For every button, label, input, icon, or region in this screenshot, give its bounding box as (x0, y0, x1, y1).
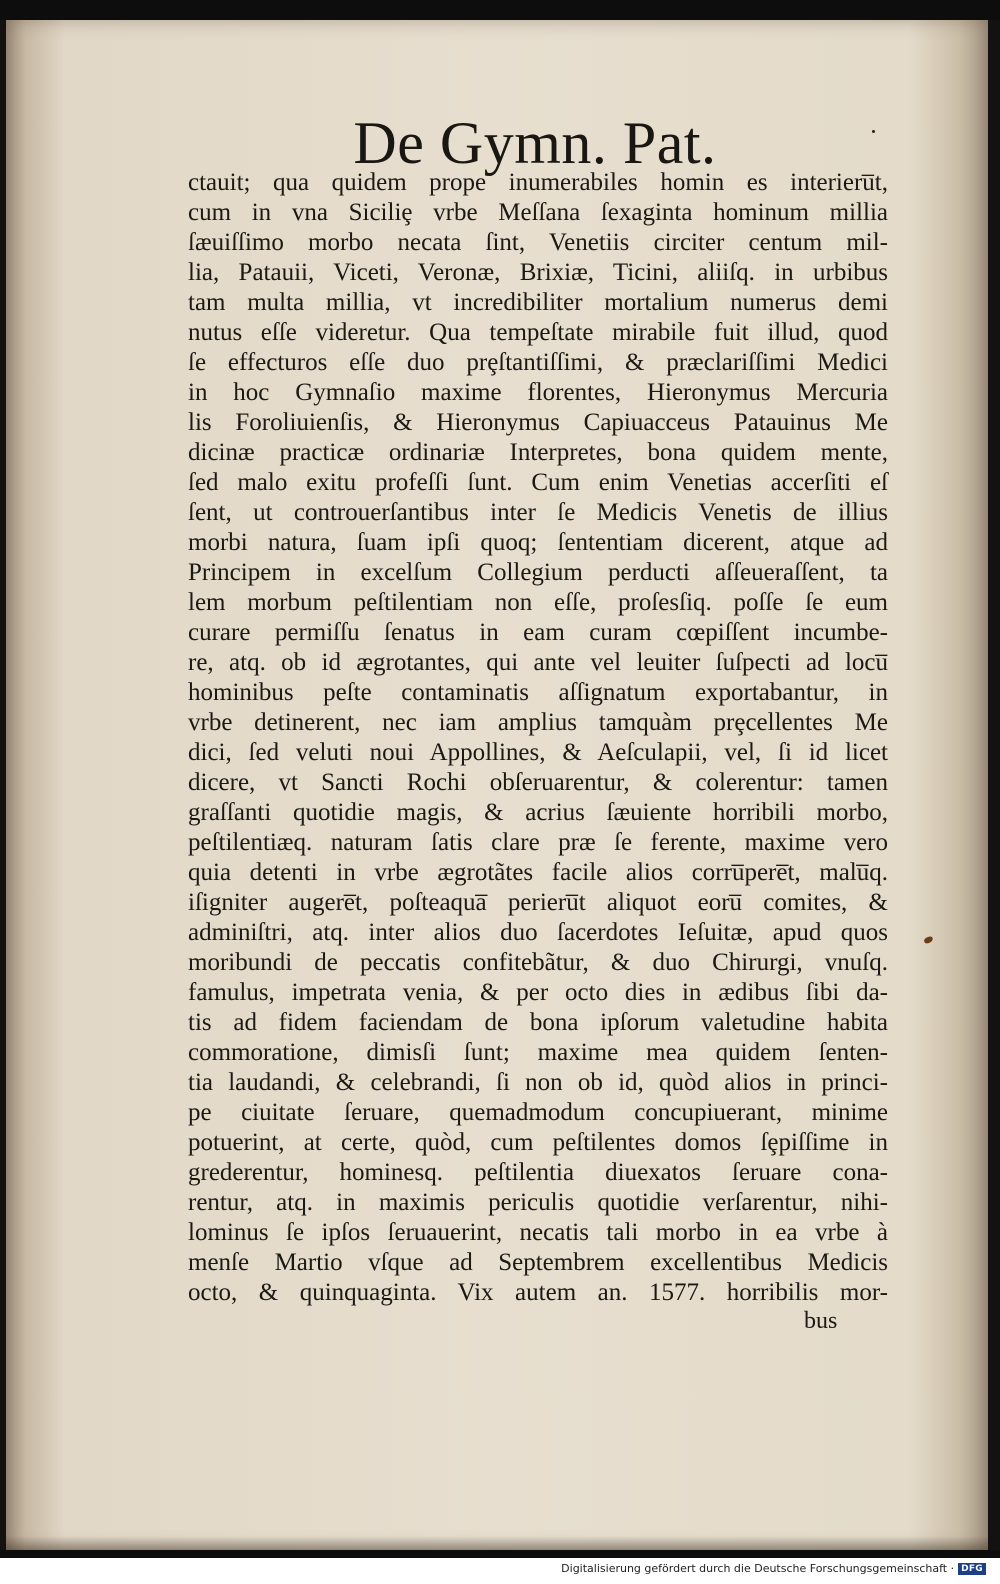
text-line: re, atq. ob id ægrotantes, qui ante vel leuiter ſuſpecti ad locu̅ (188, 649, 888, 676)
text-line: rentur, atq. in maximis periculis quotidie verſarentur, nihi- (188, 1189, 888, 1216)
text-line: lia, Patauii, Viceti, Veronæ, Brixiæ, Ticini, aliiſq. in urbibus (188, 259, 888, 286)
text-line: tam multa millia, vt incredibiliter mortalium numerus demi (188, 289, 888, 316)
text-line: hominibus peſte contaminatis aſſignatum exportabantur, in (188, 679, 888, 706)
text-line: lominus ſe ipſos ſeruauerint, necatis tali morbo in ea vrbe à (188, 1219, 888, 1246)
text-line: ctauit; qua quidem prope inumerabiles homin es interieru̅t, (188, 169, 888, 196)
text-line: commoratione, dimisſi ſunt; maxime mea quidem ſenten- (188, 1039, 888, 1066)
text-line: quia detenti in vrbe ægrotãtes facile alios corru̅pere̅t, malu̅q. (188, 859, 888, 886)
text-line: dicere, vt Sancti Rochi obſeruarentur, & colerentur: tamen (188, 769, 888, 796)
text-line: tis ad fidem faciendam de bona ipſorum valetudine habita (188, 1009, 888, 1036)
bottom-border (0, 1550, 1000, 1558)
text-line: octo, & quinquaginta. Vix autem an. 1577. horribilis mor- (188, 1279, 888, 1306)
ink-speck (872, 130, 875, 133)
text-line: iſigniter augere̅t, poſteaqua̅ perieru̅t aliquot eoru̅ comites, & (188, 889, 888, 916)
text-line: pe ciuitate ſeruare, quemadmodum concupiuerant, minime (188, 1099, 888, 1126)
text-line: nutus eſſe videretur. Qua tempeſtate mirabile fuit illud, quod (188, 319, 888, 346)
text-line: cum in vna Siciliȩ vrbe Meſſana ſexaginta hominum millia (188, 199, 888, 226)
text-line: curare permiſſu ſenatus in eam curam cœpiſſent incumbe- (188, 619, 888, 646)
top-border (0, 0, 1000, 20)
text-line: potuerint, at certe, quòd, cum peſtilentes domos ſȩpiſſime in (188, 1129, 888, 1156)
text-line: morbi natura, ſuam ipſi quoq; ſententiam dicerent, atque ad (188, 529, 888, 556)
text-line: dicinæ practicæ ordinariæ Interpretes, bona quidem mente, (188, 439, 888, 466)
body-text (188, 168, 908, 1308)
text-line: menſe Martio vſque ad Septembrem excellentibus Medicis (188, 1249, 888, 1276)
text-line: ſe effecturos eſſe duo prȩſtantiſſimi, & præclariſſimi Medici (188, 349, 888, 376)
credit-text: Digitalisierung gefördert durch die Deutsche Forschungsgemeinschaft · (561, 1562, 955, 1575)
catchword: bus (804, 1308, 838, 1334)
text-line: dici, ſed veluti noui Appollines, & Aeſculapii, vel, ſi id licet (188, 739, 888, 766)
text-line: moribundi de peccatis confitebãtur, & duo Chirurgi, vnuſq. (188, 949, 888, 976)
text-line: ſed malo exitu profeſſi ſunt. Cum enim Venetias accerſiti eſ (188, 469, 888, 496)
text-line: in hoc Gymnaſio maxime florentes, Hieronymus Mercuria (188, 379, 888, 406)
right-border (988, 20, 1000, 1550)
text-line: vrbe detinerent, nec iam amplius tamquàm prȩcellentes Me (188, 709, 888, 736)
text-line: ſæuiſſimo morbo necata ſint, Venetiis circiter centum mil- (188, 229, 888, 256)
text-line: lem morbum peſtilentiam non eſſe, proſesſiq. poſſe ſe eum (188, 589, 888, 616)
running-head: De Gymn. Pat. (353, 110, 717, 176)
text-line: lis Foroliuienſis, & Hieronymus Capiuacceus Patauinus Me (188, 409, 888, 436)
funding-credit (561, 1562, 986, 1576)
text-line: graſſanti quotidie magis, & acrius ſæuiente horribili morbo, (188, 799, 888, 826)
dfg-logo: DFG (958, 1563, 986, 1575)
text-line: Principem in excelſum Collegium perducti aſſeueraſſent, ta (188, 559, 888, 586)
text-line: peſtilentiæq. naturam ſatis clare præ ſe ferente, maxime vero (188, 829, 888, 856)
text-line: tia laudandi, & celebrandi, ſi non ob id, quòd alios in princi- (188, 1069, 888, 1096)
text-line: grederentur, hominesq. peſtilentia diuexatos ſeruare cona- (188, 1159, 888, 1186)
text-line: ſent, ut controuerſantibus inter ſe Medicis Venetis de illius (188, 499, 888, 526)
text-line: adminiſtri, atq. inter alios duo ſacerdotes Ieſuitæ, apud quos (188, 919, 888, 946)
text-line: famulus, impetrata venia, & per octo dies in ædibus ſibi da- (188, 979, 888, 1006)
